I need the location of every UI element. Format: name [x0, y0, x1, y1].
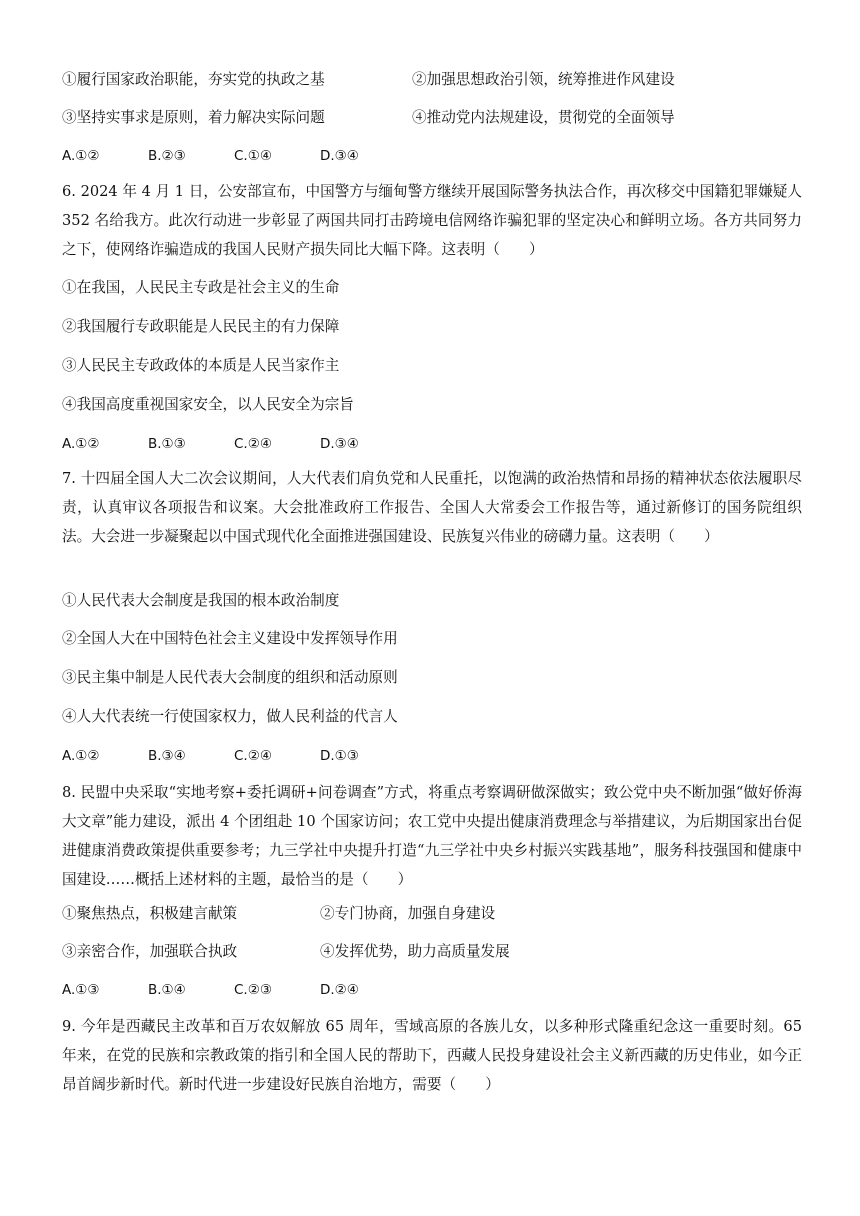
q8-choice-a: A.①③ — [62, 982, 100, 998]
q5-option-4: ④推动党内法规建设，贯彻党的全面领导 — [412, 109, 675, 126]
q8-choice-d: D.②④ — [320, 982, 359, 998]
q7-option-3: ③民主集中制是人民代表大会制度的组织和活动原则 — [62, 669, 398, 686]
q7-choice-b: B.③④ — [148, 748, 186, 764]
q6-option-3: ③人民民主专政政体的本质是人民当家作主 — [62, 357, 340, 374]
q7-choice-d: D.①③ — [320, 748, 359, 764]
q5-choice-c: C.①④ — [234, 148, 272, 164]
q5-choice-d: D.③④ — [320, 148, 359, 164]
q5-choice-a: A.①② — [62, 148, 100, 164]
q7-choices — [62, 746, 406, 766]
q6-option-4: ④我国高度重视国家安全，以人民安全为宗旨 — [62, 396, 354, 413]
q6-choice-b: B.①③ — [148, 436, 186, 452]
q5-option-2: ②加强思想政治引领，统筹推进作风建设 — [412, 71, 675, 88]
q8-choice-c: C.②③ — [234, 982, 272, 998]
q5-choice-b: B.②③ — [148, 148, 186, 164]
q8-option-3: ③亲密合作，加强联合执政 — [62, 943, 238, 960]
q6-option-1: ①在我国，人民民主专政是社会主义的生命 — [62, 279, 340, 296]
q5-option-1: ①履行国家政治职能，夯实党的执政之基 — [62, 71, 325, 88]
q7-option-1: ①人民代表大会制度是我国的根本政治制度 — [62, 592, 340, 609]
q7-choice-c: C.②④ — [234, 748, 272, 764]
q5-option-3: ③坚持实事求是原则，着力解决实际问题 — [62, 109, 325, 126]
q7-choice-a: A.①② — [62, 748, 100, 764]
q8-choice-b: B.①④ — [148, 982, 186, 998]
q6-option-2: ②我国履行专政职能是人民民主的有力保障 — [62, 318, 340, 335]
q8-option-1: ①聚焦热点，积极建言献策 — [62, 905, 238, 922]
q7-option-4: ④人大代表统一行使国家权力，做人民利益的代言人 — [62, 708, 398, 725]
q7-stem: 7. 十四届全国人大二次会议期间，人大代表们肩负党和人民重托，以饱满的政治热情和昂扬的精神状态依法履职尽责，认真审议各项报告和议案。大会批准政府工作报告、全国人大常委会工作报告等，通过新修订的国务院组织法。大会进一步凝聚起以中国式现代化全面推进强国建设、民族复兴伟业的磅礴力量。这表明（ ） — [62, 470, 802, 545]
q6-choice-c: C.②④ — [234, 436, 272, 452]
q8-stem: 8. 民盟中央采取“实地考察+委托调研+问卷调查”方式，将重点考察调研做深做实；致公党中央不断加强“做好侨海大文章”能力建设，派出 4 个团组赴 10 个国家访问；农工党中央提出健康消费理念与举措建议，为后期国家出台促进健康消费政策提供重要参考；九三学社中央提升打造“九三学社中央乡村振兴实践基地”，服务科技强国和健康中国建设……概括上述材料的主题，最恰当的是（ ） — [62, 784, 802, 888]
q6-stem: 6. 2024 年 4 月 1 日，公安部宣布，中国警方与缅甸警方继续开展国际警务执法合作，再次移交中国籍犯罪嫌疑人 352 名给我方。此次行动进一步彰显了两国共同打击跨境电信网络诈骗犯罪的坚定决心和鲜明立场。各方共同努力之下，使网络诈骗造成的我国人民财产损失同比大幅下降。这表明（ ） — [62, 183, 802, 258]
q6-choice-d: D.③④ — [320, 436, 359, 452]
q6-choice-a: A.①② — [62, 436, 100, 452]
q5-choices — [62, 146, 406, 166]
q8-option-4: ④发挥优势，助力高质量发展 — [320, 943, 510, 960]
q9-stem: 9. 今年是西藏民主改革和百万农奴解放 65 周年，雪域高原的各族儿女，以多种形式隆重纪念这一重要时刻。65 年来，在党的民族和宗教政策的指引和全国人民的帮助下，西藏人民投身建设社会主义新西藏的历史伟业，如今正昂首阔步新时代。新时代进一步建设好民族自治地方，需要（ ） — [62, 1018, 802, 1093]
q6-choices — [62, 434, 406, 454]
q7-option-2: ②全国人大在中国特色社会主义建设中发挥领导作用 — [62, 630, 398, 647]
q8-option-2: ②专门协商，加强自身建设 — [320, 905, 496, 922]
q8-choices — [62, 980, 406, 1000]
